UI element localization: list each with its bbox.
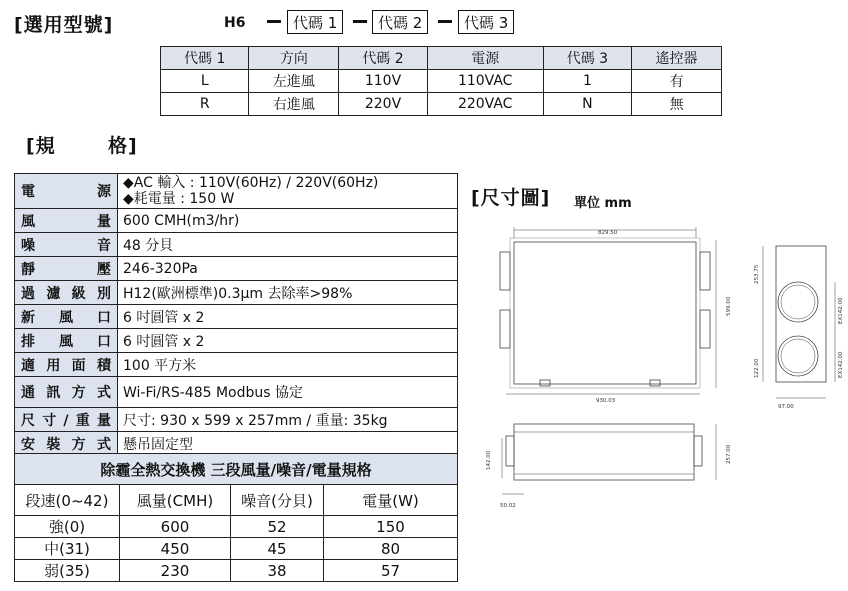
table-row [161, 93, 722, 116]
col-header: 段速(0~42) [15, 485, 120, 516]
spec-value: 6 吋圓管 x 2 [118, 305, 458, 329]
spec-row [15, 305, 458, 329]
cell: 52 [231, 516, 324, 538]
dim-body-width: 930.03 [596, 398, 616, 404]
dim-side-height: 253.75 [754, 264, 760, 284]
col-header: 電量(W) [324, 485, 458, 516]
spec-heading-left: [規 [26, 135, 56, 157]
col-header: 代碼 3 [543, 47, 631, 70]
cell: 220V [339, 93, 427, 116]
col-header: 電源 [427, 47, 543, 70]
table-row [161, 70, 722, 93]
drawing-heading: [尺寸圖] [471, 187, 551, 209]
spec-heading-right: 格] [108, 135, 138, 157]
unit-label: 單位 mm [574, 196, 632, 211]
power-consumption: ◆耗電量 : 150 W [123, 191, 235, 207]
spec-row [15, 209, 458, 233]
spec-value: 48 分貝 [118, 233, 458, 257]
col-header: 遙控器 [632, 47, 722, 70]
code-table [160, 46, 722, 116]
cell: 220VAC [427, 93, 543, 116]
spec-label: 通訊方式 [15, 377, 118, 408]
dim-front-offset: 50.02 [500, 503, 516, 509]
spec-value [118, 174, 458, 209]
front-view [502, 424, 716, 494]
cell: 230 [120, 560, 231, 582]
spec-row [15, 257, 458, 281]
spec-label: 排風口 [15, 329, 118, 353]
code-box-2: 代碼 2 [372, 10, 428, 34]
spec-row [15, 408, 458, 432]
spec-value: 600 CMH(m3/hr) [118, 209, 458, 233]
spec-value: 6 吋圓管 x 2 [118, 329, 458, 353]
spec-value: H12(歐洲標準)0.3μm 去除率>98% [118, 281, 458, 305]
mode-caption-row [15, 454, 458, 485]
spec-row [15, 281, 458, 305]
cell: 45 [231, 538, 324, 560]
code-table-header [161, 47, 722, 70]
spec-row [15, 329, 458, 353]
dim-side-width: 97.00 [778, 404, 794, 410]
spec-label: 新風口 [15, 305, 118, 329]
cell: 強(0) [15, 516, 120, 538]
cell: 150 [324, 516, 458, 538]
spec-label: 尺寸/重量 [15, 408, 118, 432]
spec-label: 靜壓 [15, 257, 118, 281]
cell: 110V [339, 70, 427, 93]
cell: 80 [324, 538, 458, 560]
spec-row [15, 353, 458, 377]
cell: L [161, 70, 249, 93]
dim-port-1: EX142.00 [838, 297, 844, 324]
spec-label: 風量 [15, 209, 118, 233]
dim-top-width: 829.50 [598, 230, 618, 236]
cell: 左進風 [249, 70, 339, 93]
spec-value: 246-320Pa [118, 257, 458, 281]
mode-table-caption: 除霾全熱交換機 三段風量/噪音/電量規格 [15, 454, 458, 485]
spec-label: 噪音 [15, 233, 118, 257]
cell: 1 [543, 70, 631, 93]
spec-label: 適用面積 [15, 353, 118, 377]
col-header: 方向 [249, 47, 339, 70]
spec-row-power [15, 174, 458, 209]
code-box-3: 代碼 3 [458, 10, 514, 34]
spec-label: 過濾級別 [15, 281, 118, 305]
dim-front-left: 142.00 [486, 450, 492, 470]
cell: 57 [324, 560, 458, 582]
cell: 110VAC [427, 70, 543, 93]
cell: 600 [120, 516, 231, 538]
cell: 中(31) [15, 538, 120, 560]
col-header: 風量(CMH) [120, 485, 231, 516]
spec-row [15, 233, 458, 257]
spec-value: Wi-Fi/RS-485 Modbus 協定 [118, 377, 458, 408]
col-header: 代碼 1 [161, 47, 249, 70]
spec-row [15, 432, 458, 456]
cell: 弱(35) [15, 560, 120, 582]
spec-value: 尺寸: 930 x 599 x 257mm / 重量: 35kg [118, 408, 458, 432]
table-row [15, 560, 458, 582]
dash-2 [353, 20, 367, 23]
table-row [15, 538, 458, 560]
cell: 有 [632, 70, 722, 93]
spec-row [15, 377, 458, 408]
code-box-1: 代碼 1 [287, 10, 343, 34]
dash-3 [438, 20, 452, 23]
spec-table [14, 173, 458, 456]
spec-value: 懸吊固定型 [118, 432, 458, 456]
top-view [500, 227, 716, 394]
dim-depth: 599.00 [726, 296, 732, 316]
mode-header-row [15, 485, 458, 516]
cell: 右進風 [249, 93, 339, 116]
dash-1 [267, 20, 281, 23]
model-heading: [選用型號] [14, 14, 114, 36]
dim-side-bottom: 122.00 [754, 358, 760, 378]
cell: 450 [120, 538, 231, 560]
cell: 無 [632, 93, 722, 116]
power-input: ◆AC 輸入 : 110V(60Hz) / 220V(60Hz) [123, 175, 379, 191]
cell: N [543, 93, 631, 116]
mode-table [14, 453, 458, 582]
col-header: 代碼 2 [339, 47, 427, 70]
dim-port-2: EX142.00 [838, 351, 844, 378]
side-view [763, 246, 835, 398]
dim-front-right: 257.00 [726, 444, 732, 464]
model-prefix: H6 [224, 15, 246, 31]
spec-label: 安裝方式 [15, 432, 118, 456]
spec-value: 100 平方米 [118, 353, 458, 377]
cell: R [161, 93, 249, 116]
cell: 38 [231, 560, 324, 582]
spec-label: 電源 [15, 174, 118, 209]
col-header: 噪音(分貝) [231, 485, 324, 516]
table-row [15, 516, 458, 538]
dimension-drawing [480, 222, 848, 522]
